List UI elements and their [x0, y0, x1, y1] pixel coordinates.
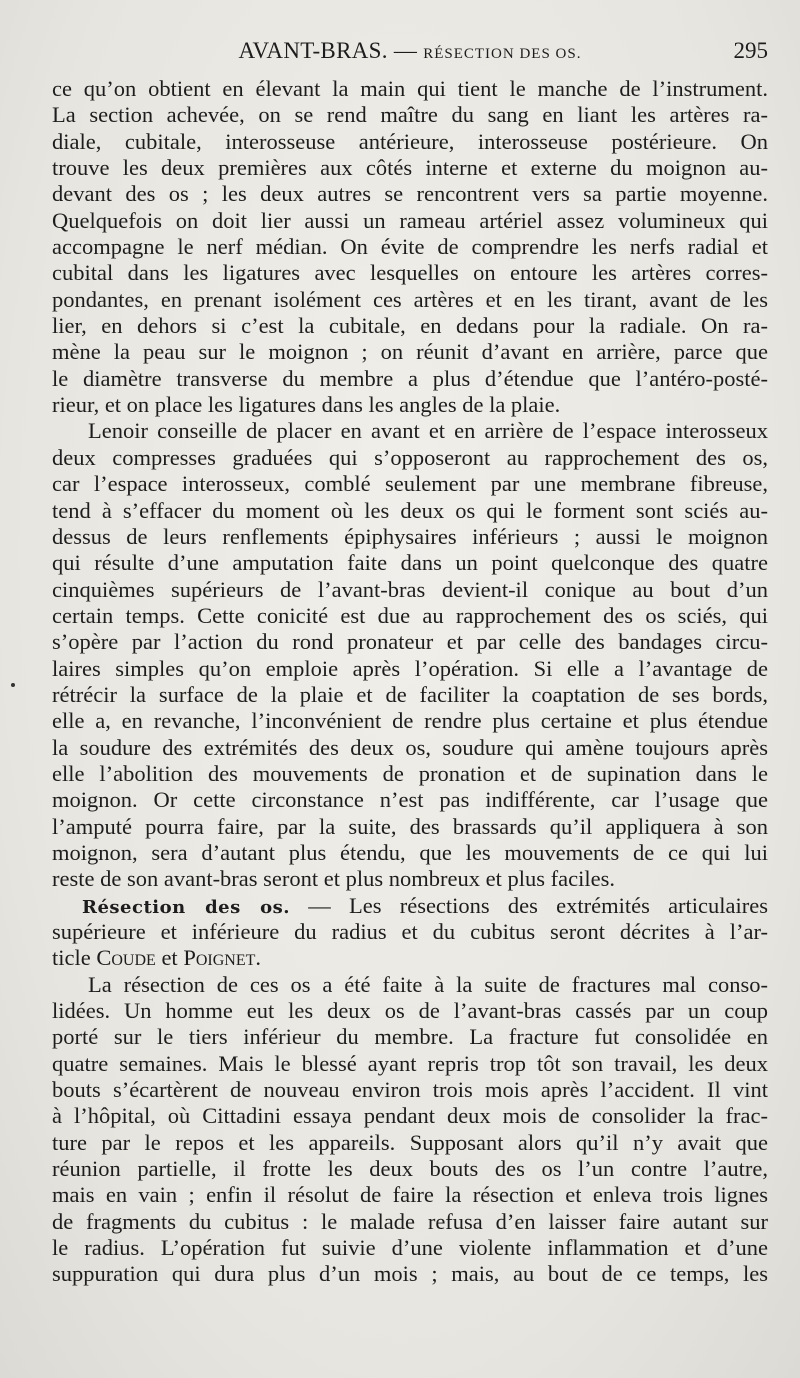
text-line: car l’espace interosseux, comblé seulement par une membrane fibreuse, [52, 471, 768, 497]
text-line: accompagne le nerf médian. On évite de comprendre les nerfs radial et [52, 234, 768, 260]
text-line: l’amputé pourra faire, par la suite, des brassards qu’il appliquera à son [52, 813, 768, 839]
text-line: porté sur le tiers inférieur du membre. La fracture fut consolidée en [52, 1024, 768, 1050]
text-line: s’opère par l’action du rond pronateur et par celle des bandages circu- [52, 629, 768, 655]
text-line: elle a, en revanche, l’inconvénient de rendre plus certaine et plus étendue [52, 708, 768, 734]
section-first-line: Les résections des extrémités articulaires [349, 892, 768, 918]
ref-poignet: Poignet [183, 945, 256, 971]
running-title-sub: RÉSECTION DES OS. [423, 46, 582, 62]
section-heading: Résection des os. [82, 896, 291, 918]
text-line: bouts s’écartèrent de nouveau environ trois mois après l’accident. Il vint [52, 1077, 768, 1103]
text-line: deux compresses graduées qui s’opposeront au rapprochement des os, [52, 444, 768, 470]
text-line: rieur, et on place les ligatures dans les angles de la plaie. [52, 392, 561, 418]
ref-end: . [255, 945, 261, 971]
ref-et: et [161, 945, 178, 971]
text-line: de fragments du cubitus : le malade refusa d’en laisser faire autant sur [52, 1208, 768, 1234]
text-line: cubital dans les ligatures avec lesquelles on entoure les artères corres- [52, 260, 768, 286]
text-line: elle l’abolition des mouvements de pronation et de supination dans le [52, 760, 768, 786]
text-line: lier, en dehors si c’est la cubitale, en dedans pour la radiale. On ra- [52, 313, 768, 339]
text-line: moignon. Or cette circonstance n’est pas indifférente, car l’usage que [52, 787, 768, 813]
section-ref-line [52, 945, 768, 971]
text-line: quatre semaines. Mais le blessé ayant repris trop tôt son travail, les deux [52, 1050, 768, 1076]
text-line: laires simples qu’on emploie après l’opération. Si elle a l’avantage de [52, 655, 768, 681]
page-number: 295 [733, 38, 768, 63]
text-line: dessus de leurs renflements épiphysaires inférieurs ; aussi le moignon [52, 523, 768, 549]
text-line: moignon, sera d’autant plus étendu, que les mouvements de ce qui lui [52, 839, 768, 865]
text-line: mène la peau sur le moignon ; on réunit d’avant en arrière, parce que [52, 339, 768, 365]
text-line: rétrécir la surface de la plaie et de faciliter la coaptation de ses bords, [52, 681, 768, 707]
section-heading-line [52, 893, 768, 919]
text-line: La résection de ces os a été faite à la suite de fractures mal conso- [88, 971, 768, 997]
text-line: devant des os ; les deux autres se rencontrent vers sa partie moyenne. [52, 181, 768, 207]
text-line: qui résulte d’une amputation faite dans un point quelconque des quatre [52, 550, 768, 576]
text-line: cinquièmes supérieurs de l’avant-bras devient-il conique au bout d’un [52, 576, 768, 602]
text-line: supérieure et inférieure du radius et du cubitus seront décrites à l’ar- [52, 919, 768, 944]
body-text [52, 76, 768, 1288]
text-line: certain temps. Cette conicité est due au rapprochement des os sciés, qui [52, 602, 768, 628]
running-title [52, 38, 768, 64]
text-line: La section achevée, on se rend maître du sang en liant les artères ra- [52, 102, 768, 128]
running-head [52, 38, 768, 72]
text-line: le radius. L’opération fut suivie d’une violente inflammation et d’une [52, 1235, 768, 1261]
text-line: trouve les deux premières aux côtés interne et externe du moignon au- [52, 155, 768, 181]
text-line: reste de son avant-bras seront et plus nombreux et plus faciles. [52, 866, 615, 892]
text-line: ce qu’on obtient en élevant la main qui tient le manche de l’instrument. [52, 76, 768, 101]
text-line: Lenoir conseille de placer en avant et en arrière de l’espace interosseux [88, 418, 768, 444]
text-line: mais en vain ; enfin il résolut de faire la résection et enleva trois lignes [52, 1182, 768, 1208]
text-line: le diamètre transverse du membre a plus d’étendue que l’antéro-posté- [52, 365, 768, 391]
text-line: suppuration qui dura plus d’un mois ; mais, au bout de ce temps, les [52, 1261, 768, 1287]
text-line: lidées. Un homme eut les deux os de l’avant-bras cassés par un coup [52, 998, 768, 1024]
text-line: pondantes, en prenant isolément ces artères et en les tirant, avant de les [52, 286, 768, 312]
text-line: diale, cubitale, interosseuse antérieure, interosseuse postérieure. On [52, 128, 768, 154]
text-line: tend à s’effacer du moment où les deux os qui le forment sont sciés au- [52, 497, 768, 523]
ref-coude: Coude [96, 945, 156, 971]
text-line: réunion partielle, il frotte les deux bouts des os l’un contre l’autre, [52, 1156, 768, 1182]
text-line: la soudure des extrémités des deux os, soudure qui amène toujours après [52, 734, 768, 760]
text-line: ture par le repos et les appareils. Supposant alors qu’il n’y avait que [52, 1129, 768, 1155]
running-title-main: AVANT-BRAS. [238, 38, 388, 63]
text-line: Quelquefois on doit lier aussi un rameau artériel assez volumineux qui [52, 207, 768, 233]
ref-prefix: ticle [52, 945, 91, 971]
running-title-dash: — [393, 38, 418, 63]
section-dash: — [308, 892, 331, 918]
text-line: à l’hôpital, où Cittadini essaya pendant deux mois de consolider la frac- [52, 1103, 768, 1129]
margin-speck [11, 683, 15, 687]
